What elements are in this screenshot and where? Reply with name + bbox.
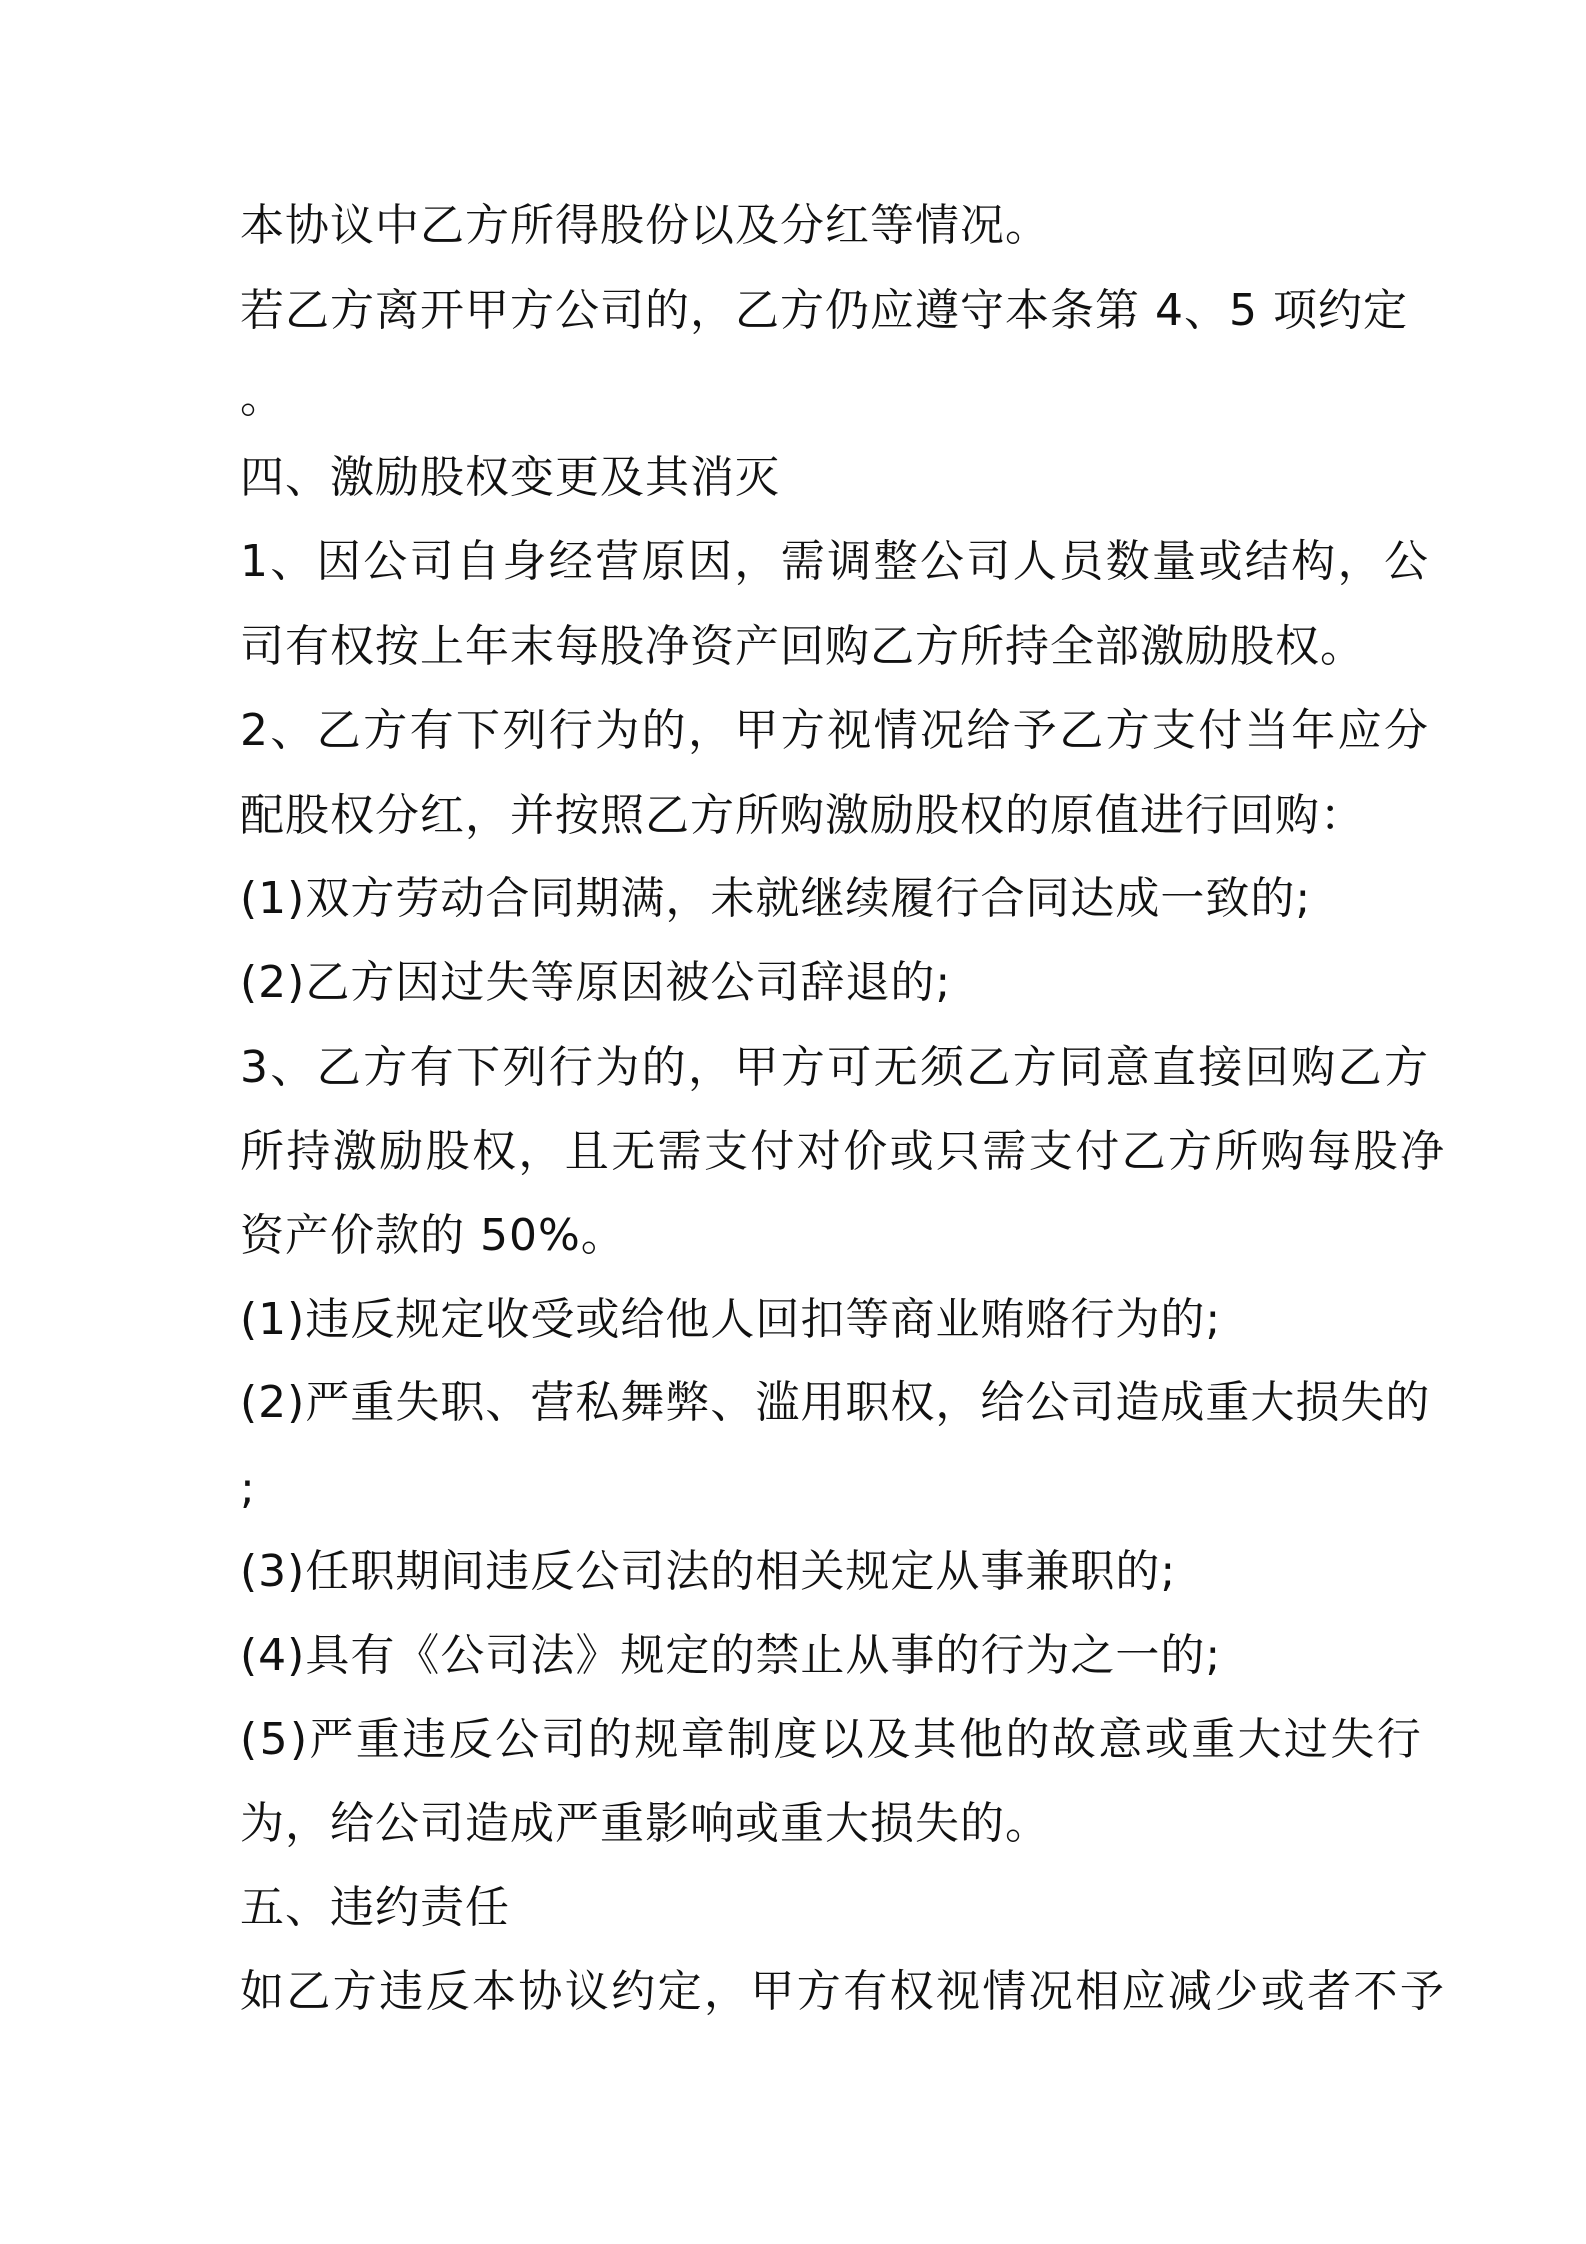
text-line: (2)严重失职、营私舞弊、滥用职权，给公司造成重大损失的 [240, 1377, 1431, 1428]
text-line: (4)具有《公司法》规定的禁止从事的行为之一的; [240, 1630, 1222, 1681]
text-line: 所持激励股权，且无需支付对价或只需支付乙方所购每股净 [240, 1126, 1447, 1177]
text-line: 。 [240, 372, 285, 423]
text-line: 配股权分红，并按照乙方所购激励股权的原值进行回购： [240, 790, 1365, 841]
text-line: (3)任职期间违反公司法的相关规定从事兼职的; [240, 1546, 1177, 1597]
text-line: 本协议中乙方所得股份以及分红等情况。 [240, 200, 1050, 251]
text-line: 为，给公司造成严重影响或重大损失的。 [240, 1798, 1050, 1849]
text-line: ; [240, 1463, 256, 1514]
text-line: (5)严重违反公司的规章制度以及其他的故意或重大过失行 [240, 1714, 1424, 1765]
text-line: 若乙方离开甲方公司的，乙方仍应遵守本条第 4、5 项约定 [240, 285, 1408, 336]
section-heading: 五、违约责任 [240, 1882, 510, 1933]
text-line: (1)双方劳动合同期满，未就继续履行合同达成一致的; [240, 873, 1312, 924]
text-line: 3、乙方有下列行为的，甲方可无须乙方同意直接回购乙方 [240, 1042, 1431, 1093]
text-line: 2、乙方有下列行为的，甲方视情况给予乙方支付当年应分 [240, 705, 1431, 756]
text-line: 资产价款的 50%。 [240, 1210, 626, 1261]
section-heading: 四、激励股权变更及其消灭 [240, 452, 780, 503]
text-line: (2)乙方因过失等原因被公司辞退的; [240, 957, 952, 1008]
text-line: 司有权按上年末每股净资产回购乙方所持全部激励股权。 [240, 621, 1365, 672]
text-line: 如乙方违反本协议约定，甲方有权视情况相应减少或者不予 [240, 1966, 1447, 2017]
text-line: 1、因公司自身经营原因，需调整公司人员数量或结构，公 [240, 536, 1431, 587]
text-line: (1)违反规定收受或给他人回扣等商业贿赂行为的; [240, 1294, 1222, 1345]
